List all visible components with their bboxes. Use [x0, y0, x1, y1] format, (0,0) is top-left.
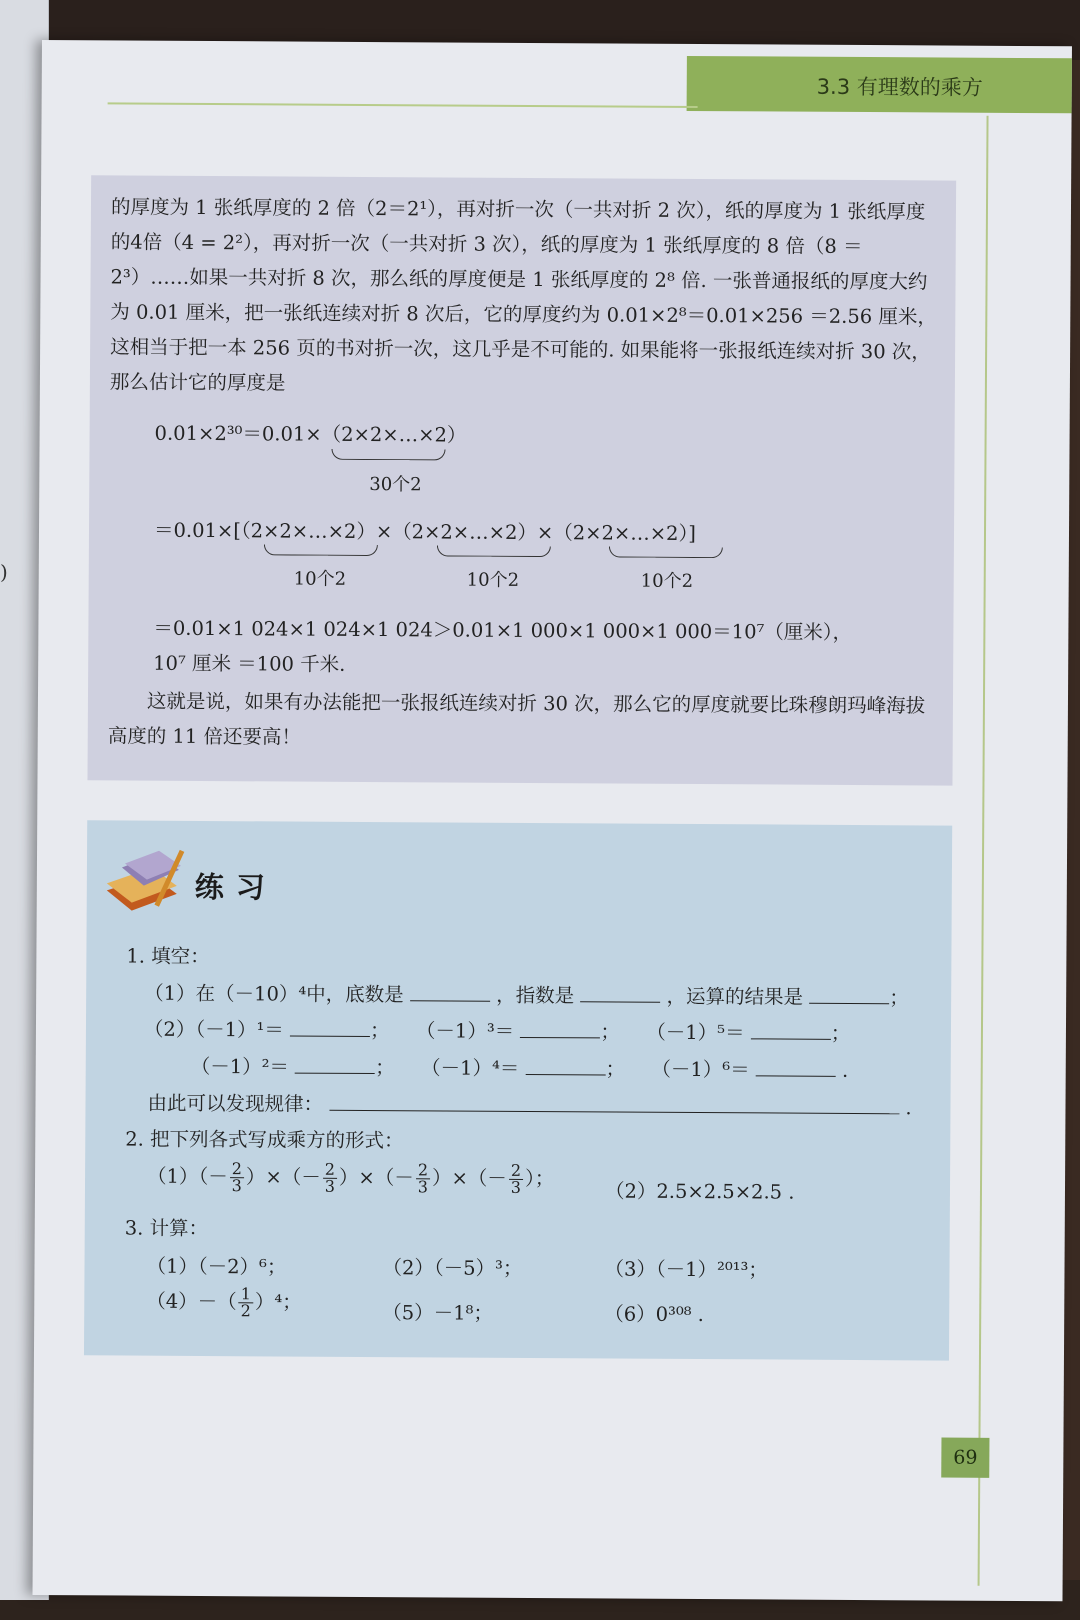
exercise-title: 练习 [194, 869, 277, 905]
question-3-5: （5）－1⁸； [382, 1301, 493, 1325]
fraction-numerator: 2 [324, 1159, 336, 1179]
question-2-1: （1）（－ $\frac{2}{3}$ ）×（－ $\frac{2}{3}$ ）×（－ $\frac{2}{3}$ ）×（－ $\frac{2}{3}$ ）； [146, 1159, 555, 1197]
q1-2-text-a: （2）（－1）¹＝ [143, 1017, 284, 1042]
left-page-fragment: ) [0, 560, 8, 584]
fraction [416, 1162, 430, 1195]
exercise-box [84, 820, 952, 1360]
question-3-1: （1）（－2）⁶； [146, 1254, 287, 1279]
margin-rule [978, 116, 989, 1586]
answer-blank[interactable] [525, 1056, 605, 1075]
fraction-denominator: 3 [324, 1176, 335, 1196]
q1-2-text-f: （－1）⁶＝ [651, 1057, 750, 1082]
story-text-1: 的厚度为 1 张纸厚度的 2 倍（2＝2¹），再对折一次（一共对折 2 次），纸的厚度为 1 张纸厚度的4倍（4 = 2²），再对折一次（一共对折 3 次），纸的厚度为 1 张纸厚度的 8 倍（8 ＝2³）……如果一共对折 8 次，那么纸的厚度便是 1 张纸厚度的 2⁸ 倍. 一张普通报纸的厚度大约为 0.01 厘米，把一张纸连续对折 8 次后，它的厚度约为 0.01×2⁸＝0.01×256 ＝2.56 厘米，这相当于把一本 256 页的书对折一次，这几乎是不可能的. 如果能将一张报纸连续对折 30 次，那么估计它的厚度是 [109, 195, 937, 395]
question-3-3: （3）（－1）²⁰¹³； [604, 1257, 768, 1282]
q1-2-text-d: （－1）²＝ [190, 1054, 290, 1079]
fraction-numerator: 2 [510, 1160, 522, 1180]
q2-1-prefix: （1） [146, 1164, 199, 1188]
header-rule [108, 102, 698, 108]
question-3-6: （6）0³⁰⁸ . [604, 1302, 704, 1327]
question-1-rule: 由此可以发现规律： . [147, 1091, 912, 1120]
story-text-2: 这就是说，如果有办法能把一张报纸连续对折 30 次，那么它的厚度就要比珠穆朗玛峰海拔高度的 11 倍还要高！ [107, 689, 926, 749]
question-2: 2. 把下列各式写成乘方的形式： [125, 1127, 404, 1153]
textbook-page [33, 40, 1072, 1601]
equation-4: 10⁷ 厘米 ＝100 千米. [153, 651, 346, 676]
brace-10-c [609, 546, 723, 558]
reading-box [87, 175, 956, 785]
answer-blank[interactable] [751, 1020, 831, 1039]
answer-blank[interactable] [520, 1019, 600, 1038]
fraction-denominator: 3 [510, 1177, 522, 1197]
fraction-numerator: 2 [417, 1160, 429, 1180]
equation-3: ＝0.01×1 024×1 024×1 024＞0.01×1 000×1 000×1 000＝10⁷（厘米）， [153, 616, 853, 644]
q3-4-suffix: ）⁴； [254, 1290, 302, 1314]
q1-1-text-b: ，指数是 [496, 983, 575, 1008]
brace-10-a [264, 544, 378, 556]
brace-30 [331, 449, 445, 461]
equation-2: ＝0.01×[（2×2×…×2）×（2×2×…×2）×（2×2×…×2）] [153, 518, 696, 546]
fraction-denominator: 2 [240, 1301, 251, 1321]
brace-label-30: 30个2 [369, 474, 422, 496]
answer-blank[interactable] [809, 985, 889, 1004]
fraction [230, 1161, 244, 1194]
answer-blank[interactable] [580, 983, 660, 1002]
question-1-2-row-1: （2）（－1）¹＝ ； （－1）³＝ ； （－1）⁵＝ ； [143, 1017, 851, 1045]
question-3-2: （2）（－5）³； [382, 1256, 523, 1280]
story-paragraph-2 [108, 683, 938, 758]
fraction-numerator: 1 [240, 1284, 252, 1304]
story-paragraph-1 [110, 189, 941, 404]
q1-2-text-c: （－1）⁵＝ [646, 1020, 745, 1045]
question-3: 3. 计算： [124, 1216, 209, 1241]
q1-2-text-b: （－1）³＝ [415, 1019, 515, 1043]
answer-blank[interactable] [295, 1055, 375, 1074]
answer-blank[interactable] [290, 1018, 370, 1037]
fraction [323, 1159, 337, 1196]
answer-blank[interactable] [410, 982, 490, 1001]
question-1-2-row-2: （－1）²＝ ； （－1）⁴＝ ； （－1）⁶＝ . [190, 1054, 849, 1082]
question-3-4 [146, 1286, 302, 1320]
equation-1: 0.01×2³⁰＝0.01×（2×2×…×2） [154, 421, 467, 447]
question-1: 1. 填空： [126, 944, 210, 969]
q1-2-text-e: （－1）⁴＝ [421, 1056, 520, 1080]
fraction-denominator: 3 [231, 1176, 242, 1196]
q1-1-text-c: ，运算的结果是 [666, 984, 804, 1009]
fraction-numerator: 2 [231, 1159, 243, 1179]
section-title: 3.3 有理数的乘方 [816, 74, 983, 100]
fraction [239, 1286, 253, 1319]
page-number: 69 [941, 1438, 989, 1478]
q1-1-text-a: （1）在（－10）⁴中，底数是 [144, 981, 404, 1007]
question-1-1: （1）在（－10）⁴中，底数是 ，指数是 ，运算的结果是 ； [144, 981, 909, 1010]
answer-blank-long[interactable] [329, 1092, 899, 1114]
books-pencil-icon [97, 845, 187, 916]
brace-label-10-b: 10个2 [466, 569, 520, 591]
brace-10-b [437, 545, 551, 557]
answer-blank[interactable] [756, 1057, 836, 1076]
brace-label-10-c: 10个2 [640, 570, 694, 592]
q3-4-prefix: （4）－（ [146, 1289, 237, 1314]
brace-label-10-a: 10个2 [293, 568, 347, 590]
fraction [509, 1160, 523, 1197]
q1-rule-text: 由此可以发现规律： [147, 1091, 324, 1116]
question-2-2: （2）2.5×2.5×2.5 . [604, 1179, 795, 1204]
fraction-denominator: 3 [417, 1177, 428, 1197]
